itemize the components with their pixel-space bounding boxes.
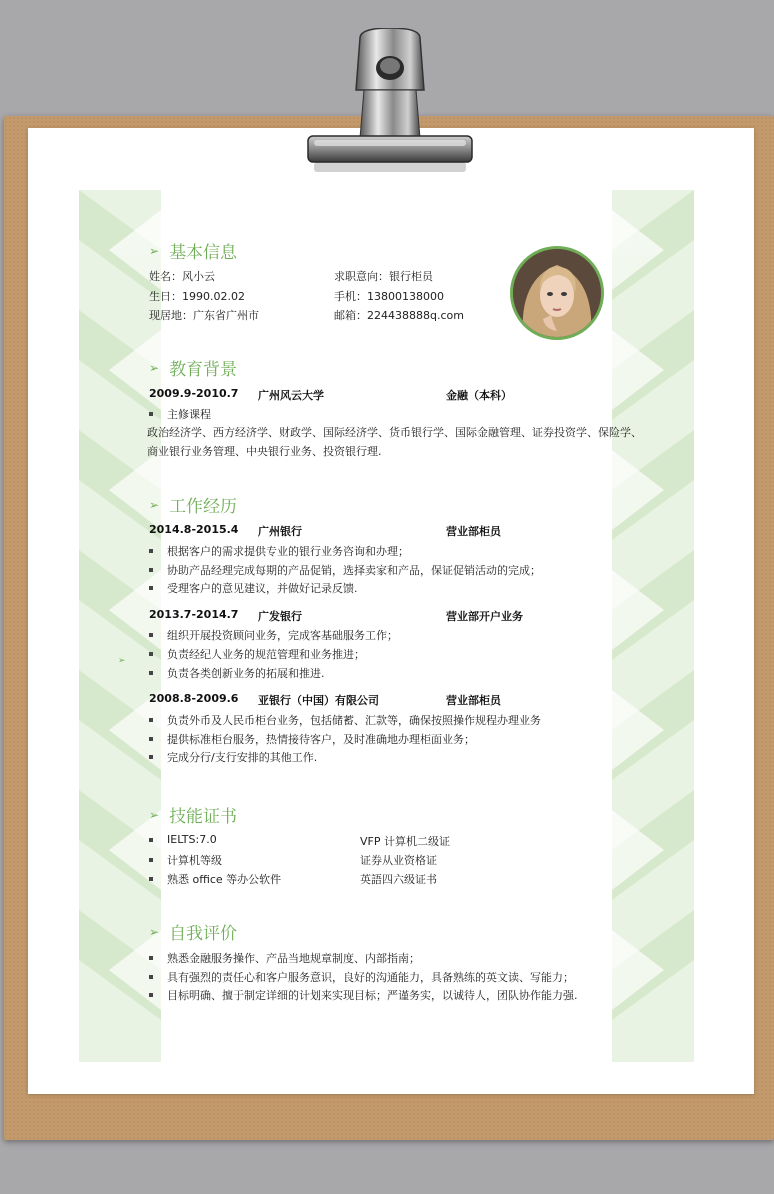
list-item: 熟悉金融服务操作、产品当地规章制度、内部指南； [149,950,420,966]
job-company: 亚银行（中国）有限公司 [258,694,379,707]
section-arrow-icon: ➢ [149,243,160,258]
job-company: 广发银行 [258,610,302,623]
bullet-square-icon [149,737,153,741]
bullet-square-icon [149,652,153,656]
binder-clip-icon [300,28,480,178]
job-date: 2013.7-2014.7 [149,608,239,621]
section-title-text: 基本信息 [169,243,238,263]
section-self-evaluation [149,919,237,944]
bullet-square-icon [149,633,153,637]
skill-item: VFP 计算机二级证 [360,835,450,848]
list-item: IELTS:7.0 [149,833,217,846]
list-item: 目标明确、擅于制定详细的计划来实现目标；严谨务实，以诚待人，团队协作能力强. [149,987,578,1003]
bullet-square-icon [149,975,153,979]
job-role: 营业部开户业务 [446,610,523,623]
list-item: 主修课程 [149,406,211,422]
section-title-text: 自我评价 [169,924,238,944]
section-basic-info [149,238,237,263]
list-item: 负责经纪人业务的规范管理和业务推进； [149,646,365,662]
job-date: 2008.8-2009.6 [149,692,239,705]
job-role: 营业部柜员 [446,694,501,707]
bullet-square-icon [149,412,153,416]
residence-field: 现居地：广东省广州市 [149,309,259,322]
bullet-square-icon [149,568,153,572]
email-field: 邮箱：224438888q.com [334,309,464,322]
bullet-square-icon [149,838,153,842]
objective-field: 求职意向：银行柜员 [334,270,433,283]
list-item: 负责外币及人民币柜台业务，包括储蓄、汇款等，确保按照操作规程办理业务 [149,712,541,728]
bullet-square-icon [149,877,153,881]
list-item: 协助产品经理完成每期的产品促销，选择卖家和产品，保证促销活动的完成； [149,562,541,578]
stray-arrow-icon: ➢ [118,656,126,666]
section-title-text: 教育背景 [169,360,238,380]
list-item: 负责各类创新业务的拓展和推进. [149,665,325,681]
skill-item: 证券从业资格证 [360,854,437,867]
section-work [149,492,237,517]
name-field: 姓名：风小云 [149,270,215,283]
list-item: 组织开展投资顾问业务，完成客基础服务工作； [149,627,398,643]
section-arrow-icon: ➢ [149,497,160,512]
list-item: 计算机等级 [149,852,222,868]
profile-photo [510,246,604,340]
bullet-square-icon [149,755,153,759]
job-date: 2014.8-2015.4 [149,523,239,536]
bullet-square-icon [149,993,153,997]
chevron-pattern-right [612,190,694,1062]
job-role: 营业部柜员 [446,525,501,538]
bullet-square-icon [149,718,153,722]
education-major: 金融（本科） [446,389,512,402]
education-date: 2009.9-2010.7 [149,387,239,400]
list-item: 熟悉 office 等办公软件 [149,871,281,887]
bullet-square-icon [149,586,153,590]
skill-item: 英語四六级证书 [360,873,437,886]
bullet-square-icon [149,858,153,862]
job-company: 广州银行 [258,525,302,538]
section-arrow-icon: ➢ [149,360,160,375]
section-arrow-icon: ➢ [149,807,160,822]
bullet-square-icon [149,956,153,960]
section-education [149,355,237,380]
bullet-square-icon [149,549,153,553]
phone-field: 手机：13800138000 [334,290,444,303]
section-title-text: 技能证书 [169,807,238,827]
section-skills [149,802,237,827]
list-item: 受理客户的意见建议，并做好记录反馈. [149,580,358,596]
list-item: 根据客户的需求提供专业的银行业务咨询和办理； [149,543,409,559]
section-arrow-icon: ➢ [149,924,160,939]
list-item: 完成分行/支行安排的其他工作. [149,749,317,765]
list-item: 提供标准柜台服务，热情接待客户，及时准确地办理柜面业务； [149,731,475,747]
education-school: 广州风云大学 [258,389,324,402]
section-title-text: 工作经历 [169,497,238,517]
birth-field: 生日：1990.02.02 [149,290,245,303]
list-item: 具有强烈的责任心和客户服务意识，良好的沟通能力，具备熟练的英文读、写能力； [149,969,574,985]
education-courses: 政治经济学、西方经济学、财政学、国际经济学、货币银行学、国际金融管理、证券投资学、保险学、商业银行业务管理、中央银行业务、投资银行理. [147,426,642,458]
bullet-square-icon [149,671,153,675]
